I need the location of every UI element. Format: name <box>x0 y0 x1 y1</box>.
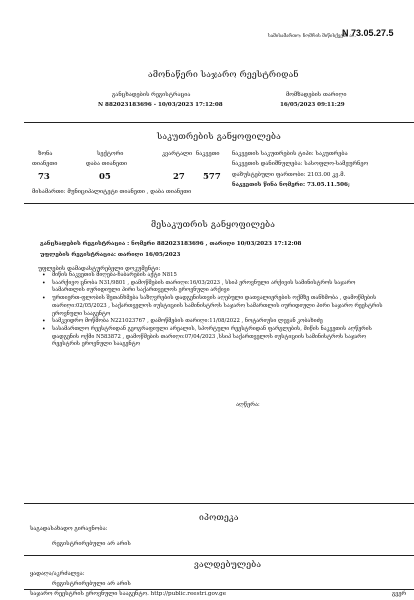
divider <box>24 203 414 204</box>
owner-application-line: განცხადების რეგისტრაცია : ნომერი 882023183696 , თარიღი 10/03/2023 17:12:08 <box>40 241 302 247</box>
top-note: სამისამართო: ნომრის მიწისქვეშა ა... <box>268 34 357 39</box>
basis-documents-list <box>42 272 384 349</box>
block-value: 27 <box>173 172 185 182</box>
agency-title: ამონაწერი საჯარო რეესტრიდან <box>148 70 299 80</box>
mortgage-status: რეგისტრირებული არ არის <box>52 541 131 547</box>
list-item: • ურთიერთ-ფლობის შეთანხმება საზღვრების დადგენისთვის აღებული დათვალიერების ოქმზე თანხმობა , დამოწმების თარიღი:02/05/2023 , საქართველოს იუსტიციის სამინისტროს საჯარო სამართლის იურიდიული პირი საჯარო რეესტრის ეროვნული სააგენტო <box>42 295 384 318</box>
footer-text: საჯარო რეესტრის ეროვნული სააგენტო. http://public.reestri.gov.ge <box>30 591 227 597</box>
prepared-label: მომზადების თარიღი <box>286 92 347 98</box>
prepared-value: 16/05/2023 09:11:29 <box>280 102 345 108</box>
property-type: ნაკვეთის საკუთრების ტიპი: საკუთრება <box>232 151 348 157</box>
application-label: განცხადების რეგისტრაცია <box>112 92 191 98</box>
list-item: • მიწის ნაკვეთის მიღება-ჩაბარების აქტი N815 <box>42 272 384 280</box>
sector-value: 05 <box>99 172 111 182</box>
zone-value: 73 <box>38 172 50 182</box>
sector-label: სექტორი <box>97 151 124 157</box>
mortgage-sub-label: საგადასახადო გირავნობა: <box>30 526 108 532</box>
divider <box>24 503 414 504</box>
list-item: • საარქივო ცნობა N31/9801 , დამოწმების თარიღი:16/03/2023 , სსიპ ეროვნული არქივის სამინისტროს საჯარო სამართლის იურიდიული პირი საქართველოს ეროვნული არქივი <box>42 280 384 295</box>
list-item: • სასამართლო რეესტრიდან გეოგრაფიული არეალის, სპორტული რეესტრიდან ფარგლების, მიწის ნაკვეთის აღწერის დადგენის ოქმი N583872 , დამოწმების თარიღი:07/04/2023 ,სსიპ საქართველოს იუსტიციის სამინისტროს საჯარო რეესტრის ეროვნული სააგენტო <box>42 326 384 349</box>
zone-sub: თიანეთი <box>32 161 58 167</box>
page-label: გვერ <box>392 591 407 597</box>
owner-right-registration: უფლების რეგისტრაცია: თარიღი 16/05/2023 <box>40 252 181 258</box>
debt-status: რეგისტრირებული არ არის <box>52 581 131 587</box>
basis-label: უფლების დამადასტურებელი დოკუმენტი: <box>38 266 161 272</box>
property-purpose: ნაკვეთის დანიშნულება: სასოფლო-სამეურნეო <box>232 161 369 167</box>
document-number: N 73.05.27.5 <box>342 28 394 38</box>
property-section-title: საკუთრების განყოფილება <box>157 132 281 142</box>
sector-sub: დაბა თიანეთი <box>86 161 128 167</box>
footer-divider <box>24 589 414 590</box>
debt-section-title: ვალდებულება <box>194 560 262 570</box>
previous-number: ნაკვეთის წინა ნომერი: 73.05.11.506; <box>232 182 350 188</box>
property-address: მისამართი: მუნიციპალიტეტი თიანეთი , დაბა თიანეთი <box>32 189 192 195</box>
owner-section-title: მესაკუთრის განყოფილება <box>151 220 276 230</box>
mortgage-section-title: იპოთეკა <box>199 513 239 523</box>
list-item: • სამკვიდრო მოწმობა N221023767 , დამოწმების თარიღი:11/08/2022 , ნოტარიუსი ლევან კობახიძე <box>42 318 384 326</box>
debt-sub-label: ყადაღა/აკრძალვა: <box>30 571 85 577</box>
property-area: დაზუსტებული ფართობი: 2103.00 კვ.მ. <box>232 172 346 178</box>
application-value: N 882023183696 - 10/03/2023 17:12:08 <box>98 102 223 108</box>
parcel-value: 577 <box>203 172 221 182</box>
zone-label: ზონა <box>38 151 53 157</box>
block-label: კვარტალი <box>162 151 193 157</box>
owners-description-label: აღწერა: <box>236 402 260 408</box>
divider <box>24 555 414 556</box>
divider <box>24 122 414 123</box>
parcel-label: ნაკვეთი <box>196 151 220 157</box>
